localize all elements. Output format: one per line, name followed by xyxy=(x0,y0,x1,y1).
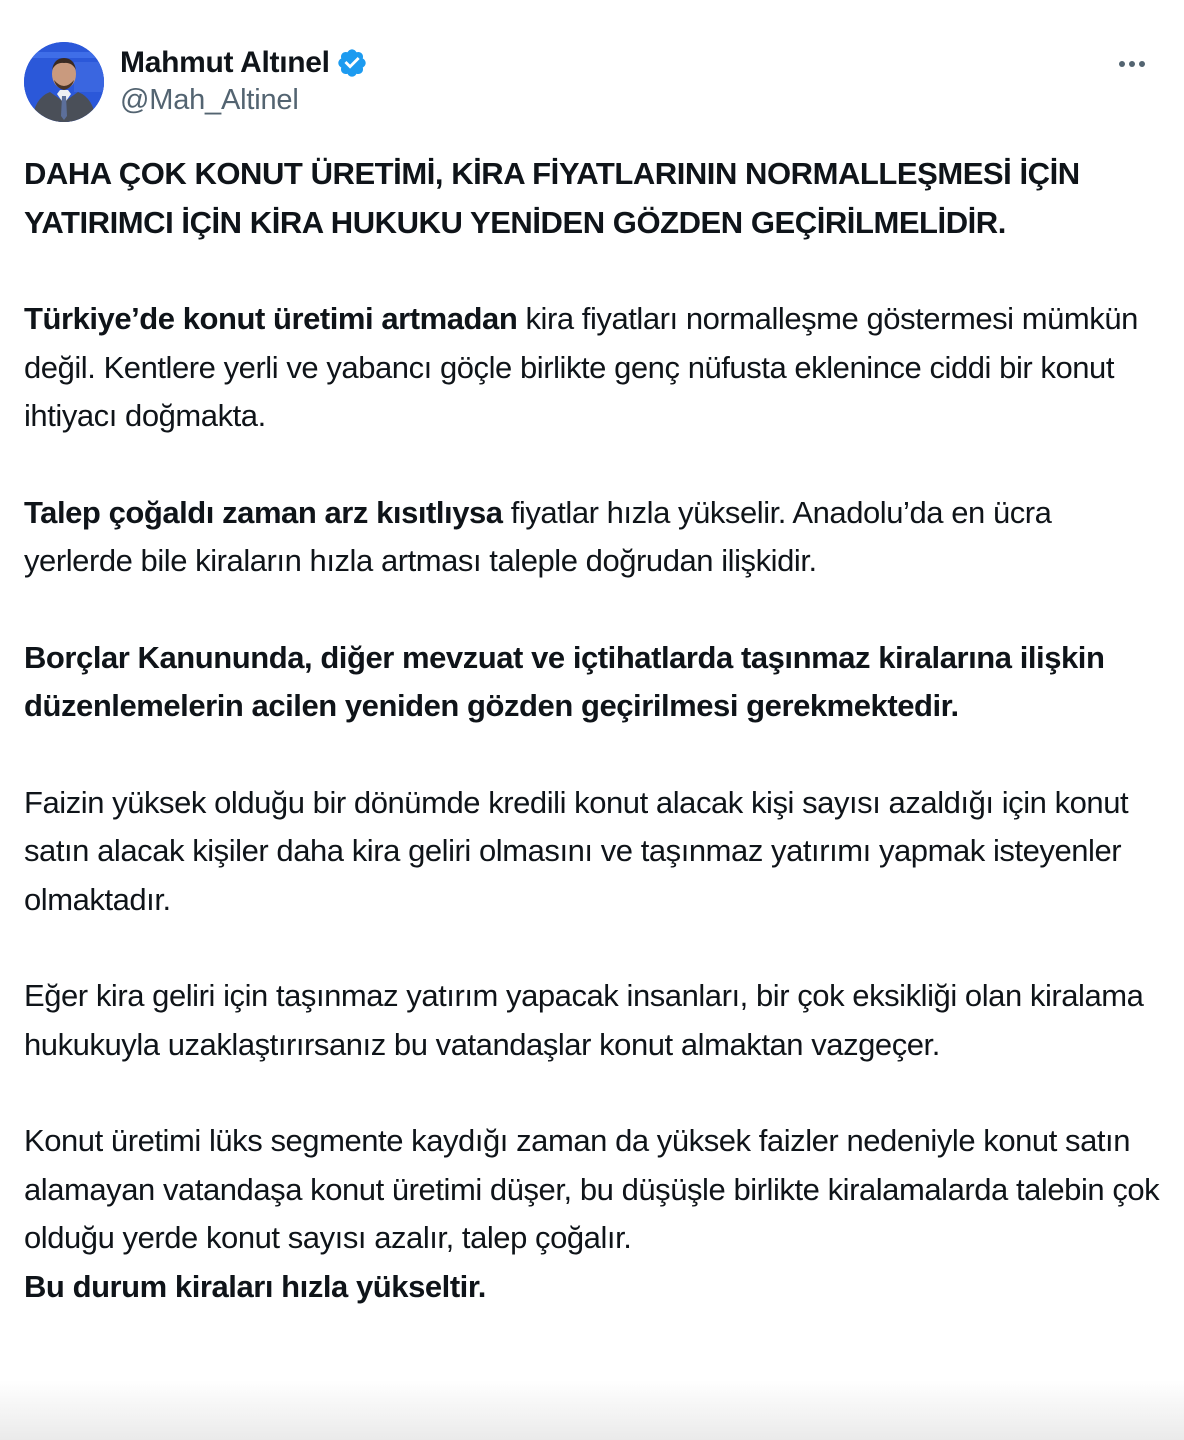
bold-text: Talep çoğaldı zaman arz kısıtlıysa xyxy=(24,494,503,530)
headline-text: DAHA ÇOK KONUT ÜRETİMİ, KİRA FİYATLARININ NORMALLEŞMESİ İÇİN YATIRIMCI İÇİN KİRA HUKUKU YENİDEN GÖZDEN GEÇİRİLMELİDİR. xyxy=(24,156,1080,240)
author-handle[interactable]: @Mah_Altinel xyxy=(120,84,299,116)
bottom-fade xyxy=(0,1380,1184,1440)
body-text: fiyatlar hızla yükselir. Anadolu’da en ücra yerlerde bile kiraların hızla artması taleple doğrudan ilişkidir. xyxy=(24,494,1052,578)
author-info xyxy=(120,44,368,117)
dot xyxy=(1129,61,1135,67)
body-text: Eğer kira geliri için taşınmaz yatırım yapacak insanları, bir çok eksikliği olan kiralama hukukuyla uzaklaştırırsanız bu vatandaşlar konut almaktan vazgeçer. xyxy=(24,978,1144,1062)
body-text: Faizin yüksek olduğu bir dönümde kredili konut alacak kişi sayısı azaldığı için konut satın alacak kişiler daha kira geliri olmasını ve taşınmaz yatırımı yapmak isteyenler olmaktadır. xyxy=(24,784,1129,917)
tweet-paragraph xyxy=(24,1117,1164,1311)
bold-text: Türkiye’de konut üretimi artmadan xyxy=(24,301,518,336)
profile-photo-icon xyxy=(24,42,104,122)
tweet-paragraph-headline xyxy=(24,150,1164,247)
tweet-paragraph xyxy=(24,634,1164,731)
tweet-text xyxy=(24,150,1164,1359)
body-text: Konut üretimi lüks segmente kaydığı zaman da yüksek faizler nedeniyle konut satın alamayan vatandaşa konut üretimi düşer, bu düşüşle birlikte kiralamalarda talebin çok olduğu yerde konut sayısı azalır, talep çoğalır. xyxy=(24,1123,1160,1255)
dot xyxy=(1119,61,1125,67)
tweet-header xyxy=(24,42,1160,122)
tweet-paragraph xyxy=(24,972,1164,1069)
tweet-paragraph xyxy=(24,779,1164,925)
author-display-name[interactable]: Mahmut Altınel xyxy=(120,46,330,79)
avatar[interactable] xyxy=(24,42,104,122)
verified-badge-icon[interactable] xyxy=(336,47,368,79)
more-options-icon[interactable] xyxy=(1112,52,1152,76)
body-text: kira fiyatları normalleşme göstermesi mümkün değil. Kentlere yerli ve yabancı göçle birlikte genç nüfusta eklenince ciddi bir konut ihtiyacı doğmakta. xyxy=(24,301,1138,433)
bold-text: Bu durum kiraları hızla yükseltir. xyxy=(24,1268,486,1304)
tweet-paragraph xyxy=(24,489,1164,586)
tweet-paragraph xyxy=(24,295,1164,441)
bold-text: Borçlar Kanununda, diğer mevzuat ve içtihatlarda taşınmaz kiralarına ilişkin düzenlemelerin acilen yeniden gözden geçirilmesi gerekmektedir. xyxy=(24,639,1105,723)
dot xyxy=(1139,61,1145,67)
